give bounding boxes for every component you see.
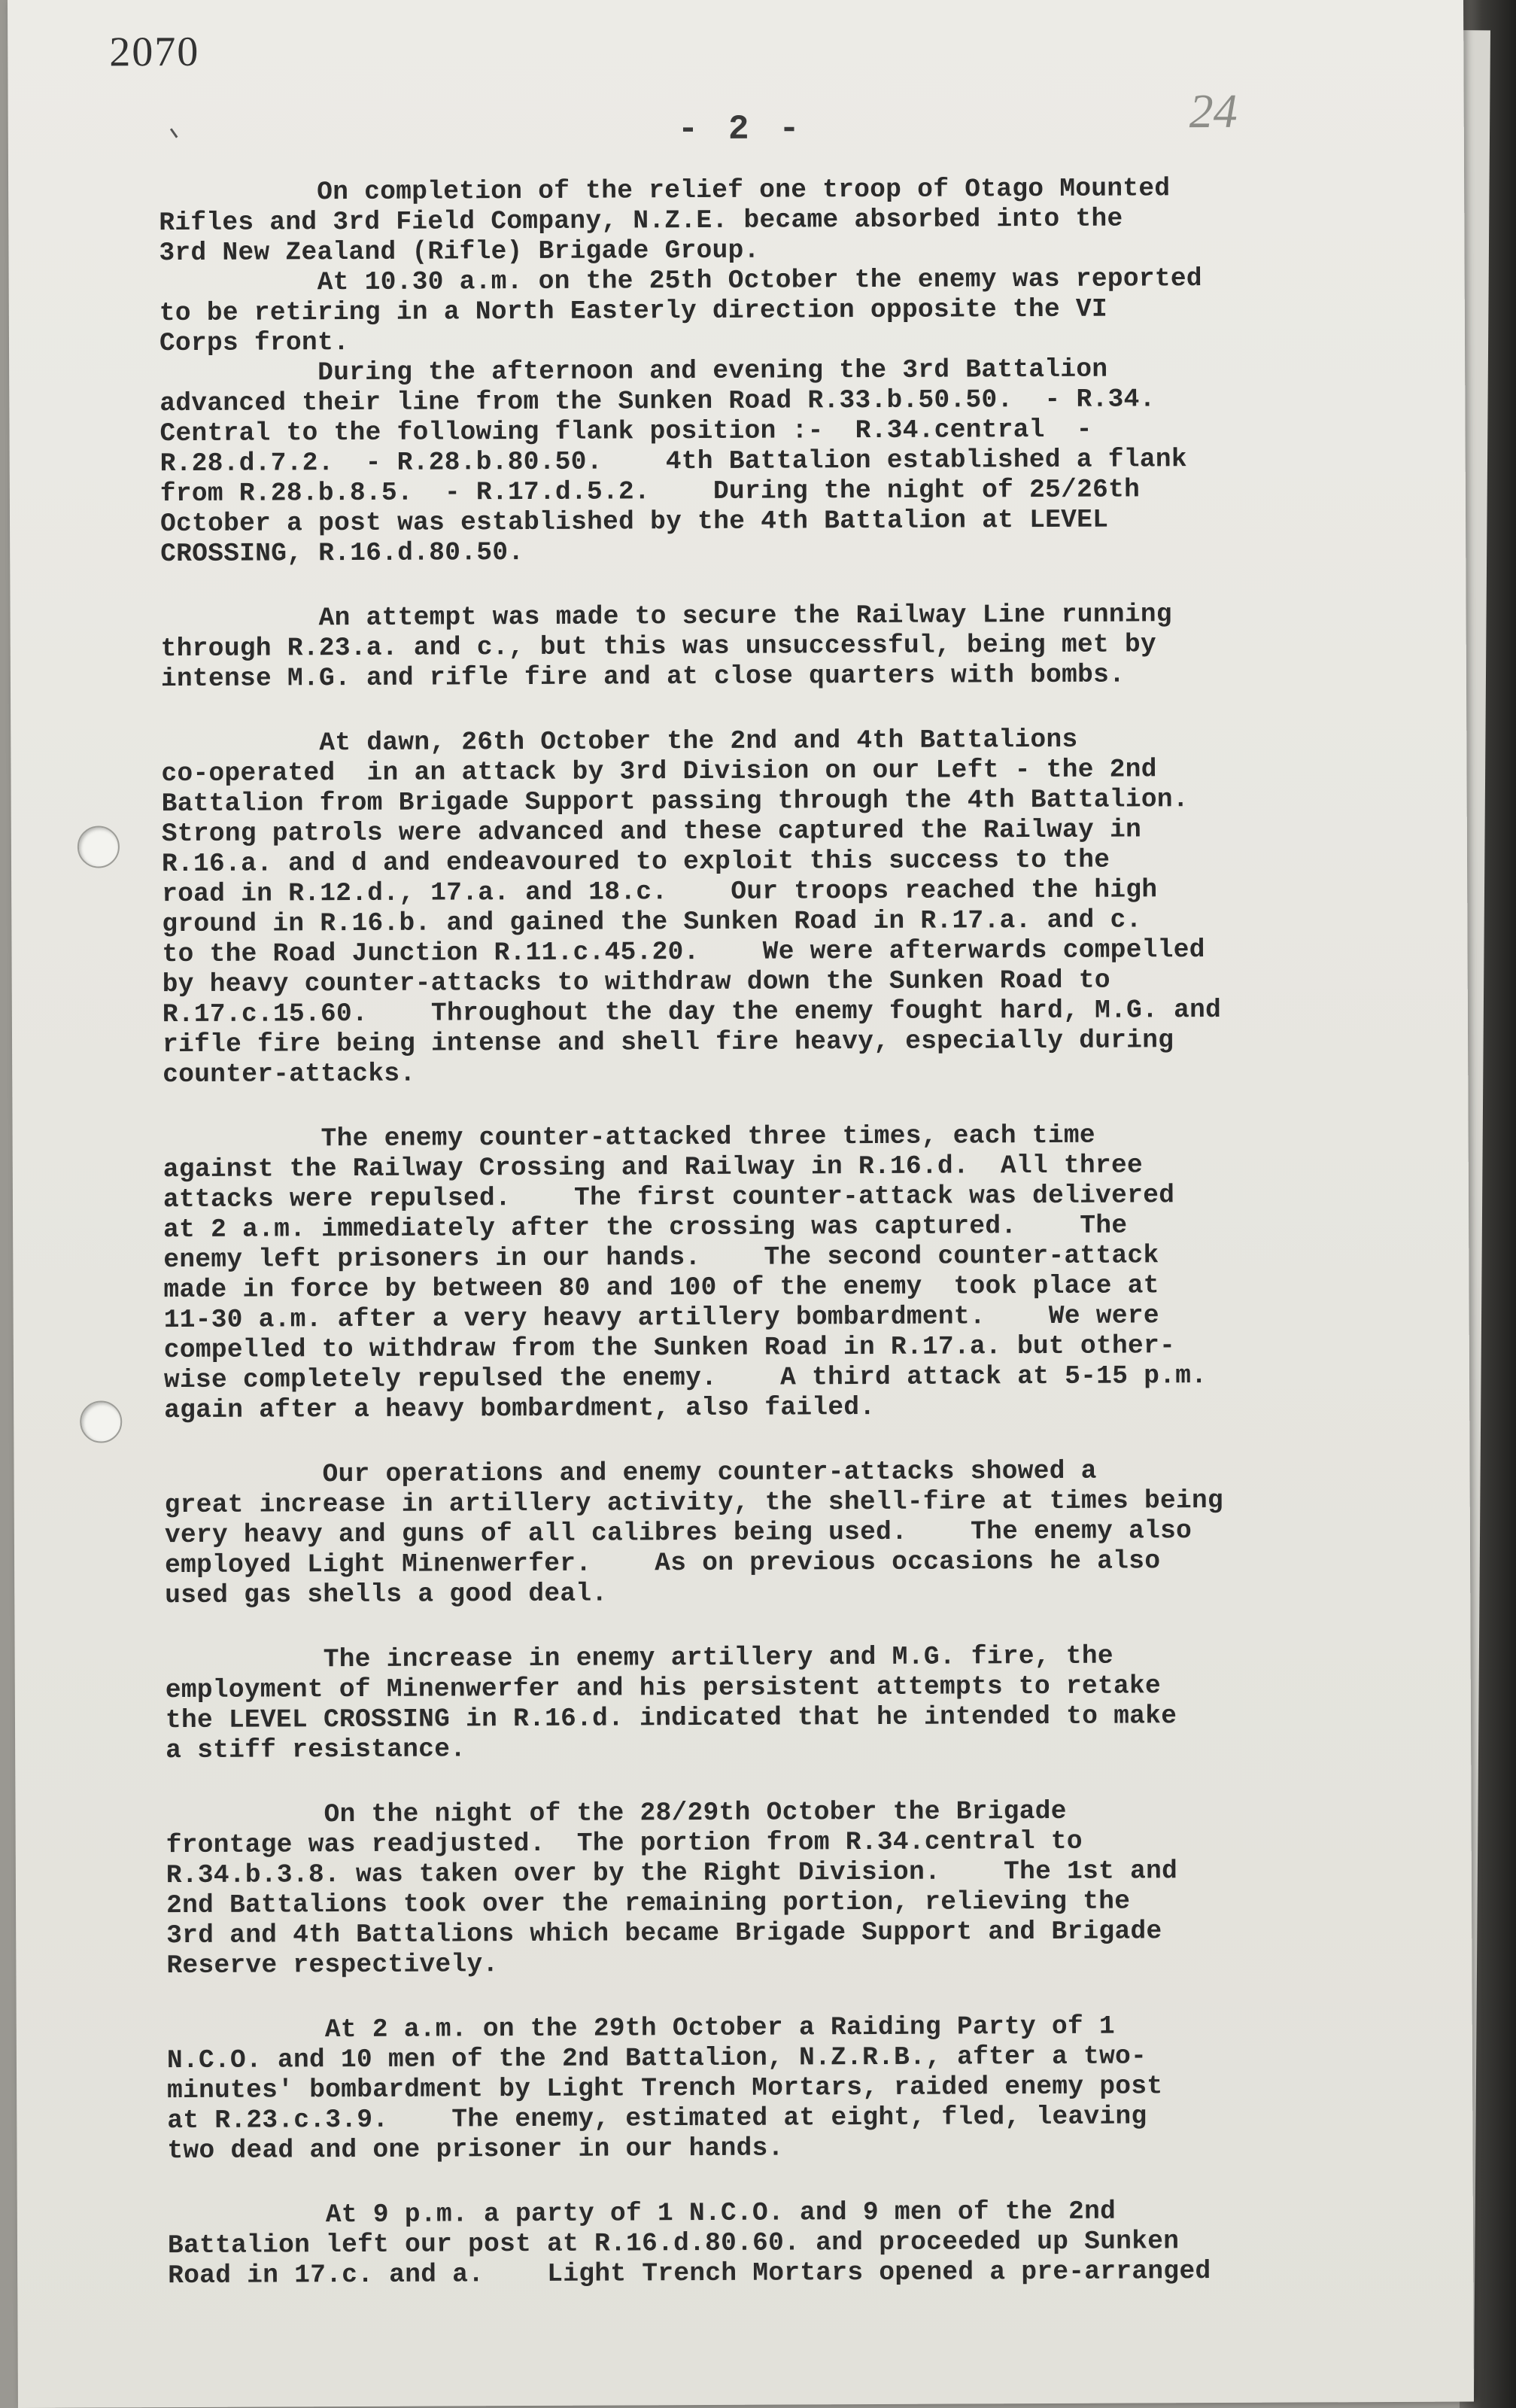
text-line: ground in R.16.b. and gained the Sunken Road in R.17.a. and c.: [162, 905, 1142, 940]
text-line: great increase in artillery activity, the shell-fire at times being: [164, 1485, 1224, 1521]
text-line: at R.23.c.3.9. The enemy, estimated at eight, fled, leaving: [167, 2102, 1147, 2136]
text-line: from R.28.b.8.5. - R.17.d.5.2. During the night of 25/26th: [159, 475, 1141, 509]
text-line: October a post was established by the 4th Battalion at LEVEL: [159, 505, 1109, 540]
text-line: 2nd Battalions took over the remaining portion, relieving the: [166, 1887, 1131, 1921]
text-line: At 2 a.m. on the 29th October a Raiding Party of 1: [166, 2011, 1116, 2046]
typed-report-body: [159, 173, 1417, 2326]
folio-number: 24: [1189, 84, 1238, 138]
text-line: two dead and one prisoner in our hands.: [167, 2133, 784, 2166]
text-line: On the night of the 28/29th October the Brigade: [166, 1796, 1067, 1831]
text-line: frontage was readjusted. The portion from R.34.central to: [166, 1826, 1083, 1861]
paragraph: [168, 2196, 1417, 2291]
text-line: employed Light Minenwerfer. As on previous occasions he also: [164, 1546, 1161, 1581]
text-line: CROSSING, R.16.d.80.50.: [160, 538, 524, 570]
text-line: R.28.d.7.2. - R.28.b.80.50. 4th Battalion established a flank: [159, 445, 1187, 479]
text-line: Corps front.: [159, 328, 350, 359]
text-line: to be retiring in a North Easterly direction opposite the VI: [159, 294, 1108, 329]
text-line: enemy left prisoners in our hands. The second counter-attack: [163, 1241, 1159, 1275]
text-line: The increase in enemy artillery and M.G. fire, the: [165, 1641, 1113, 1676]
text-line: through R.23.a. and c., but this was unsuccessful, being met by: [160, 630, 1157, 664]
text-line: compelled to withdraw from the Sunken Road in R.17.a. but other-: [163, 1331, 1176, 1366]
text-line: At dawn, 26th October the 2nd and 4th Battalions: [161, 725, 1078, 759]
text-line: against the Railway Crossing and Railway in R.16.d. All three: [163, 1151, 1144, 1185]
paragraph: [166, 1795, 1415, 1981]
paragraph: [164, 1455, 1414, 1611]
paragraph: [167, 2011, 1417, 2166]
text-line: Central to the following flank position :- R.34.central -: [159, 415, 1092, 449]
text-line: by heavy counter-attacks to withdraw down the Sunken Road to: [162, 965, 1110, 1000]
text-line: at 2 a.m. immediately after the crossing was captured. The: [163, 1211, 1128, 1245]
text-line: Battalion left our post at R.16.d.80.60. and proceeded up Sunken: [167, 2227, 1180, 2261]
text-line: N.C.O. and 10 men of the 2nd Battalion, N.Z.R.B., after a two-: [166, 2042, 1147, 2076]
paragraph: [161, 599, 1411, 695]
text-line: Reserve respectively.: [166, 1950, 499, 1981]
text-line: R.17.c.15.60. Throughout the day the enemy fought hard, M.G. and: [162, 995, 1222, 1030]
text-line: counter-attacks.: [163, 1059, 416, 1090]
text-line: Road in 17.c. and a. Light Trench Mortars opened a pre-arranged: [168, 2257, 1211, 2291]
text-line: Battalion from Brigade Support passing through the 4th Battalion.: [161, 785, 1189, 819]
text-line: to the Road Junction R.11.c.45.20. We were afterwards compelled: [162, 935, 1205, 970]
paragraph: [166, 1640, 1415, 1766]
document-page: [8, 0, 1474, 2408]
text-line: Rifles and 3rd Field Company, N.Z.E. became absorbed into the: [159, 204, 1123, 239]
text-line: Strong patrols were advanced and these captured the Railway in: [161, 815, 1142, 850]
text-line: co-operated in an attack by 3rd Division on our Left - the 2nd: [161, 755, 1157, 789]
page-number: - 2 -: [677, 109, 804, 150]
text-line: used gas shells a good deal.: [165, 1579, 608, 1611]
text-line: again after a heavy bombardment, also failed.: [164, 1392, 876, 1426]
text-line: very heavy and guns of all calibres being used. The enemy also: [164, 1516, 1192, 1551]
paragraph: [163, 1120, 1414, 1426]
text-line: intense M.G. and rifle fire and at close quarters with bombs.: [160, 660, 1126, 695]
text-line: advanced their line from the Sunken Road R.33.b.50.50. - R.34.: [159, 385, 1156, 419]
text-line: 3rd and 4th Battalions which became Brigade Support and Brigade: [166, 1917, 1162, 1951]
punch-hole: [80, 1400, 122, 1443]
paragraph: [159, 173, 1409, 570]
pencil-tick-mark: [170, 124, 184, 138]
text-line: During the afternoon and evening the 3rd Battalion: [159, 354, 1108, 389]
text-line: the LEVEL CROSSING in R.16.d. indicated that he intended to make: [165, 1701, 1177, 1736]
paragraph: [161, 724, 1411, 1090]
text-line: attacks were repulsed. The first counter-attack was delivered: [163, 1181, 1175, 1215]
text-line: minutes' bombardment by Light Trench Mortars, raided enemy post: [167, 2072, 1163, 2106]
text-line: 11-30 a.m. after a very heavy artillery bombardment. We were: [163, 1301, 1159, 1336]
text-line: Our operations and enemy counter-attacks showed a: [164, 1456, 1097, 1491]
text-line: On completion of the relief one troop of Otago Mounted: [159, 174, 1171, 208]
text-line: The enemy counter-attacked three times, each time: [163, 1120, 1095, 1155]
text-line: R.34.b.3.8. was taken over by the Right Division. The 1st and: [166, 1856, 1178, 1891]
punch-hole: [77, 825, 120, 868]
file-number: 2070: [109, 28, 200, 76]
text-line: An attempt was made to secure the Railway Line running: [160, 600, 1172, 634]
text-line: road in R.12.d., 17.a. and 18.c. Our troops reached the high: [162, 875, 1158, 910]
text-line: a stiff resistance.: [166, 1735, 466, 1766]
text-line: At 9 p.m. a party of 1 N.C.O. and 9 men of the 2nd: [167, 2197, 1116, 2231]
text-line: made in force by between 80 and 100 of the enemy took place at: [163, 1271, 1159, 1306]
text-line: rifle fire being intense and shell fire heavy, especially during: [162, 1026, 1174, 1060]
text-line: R.16.a. and d and endeavoured to exploit this success to the: [161, 845, 1110, 880]
text-line: At 10.30 a.m. on the 25th October the enemy was reported: [159, 264, 1202, 299]
text-line: employment of Minenwerfer and his persistent attempts to retake: [165, 1671, 1162, 1706]
text-line: wise completely repulsed the enemy. A third attack at 5-15 p.m.: [163, 1361, 1208, 1396]
text-line: 3rd New Zealand (Rifle) Brigade Group.: [159, 236, 760, 269]
